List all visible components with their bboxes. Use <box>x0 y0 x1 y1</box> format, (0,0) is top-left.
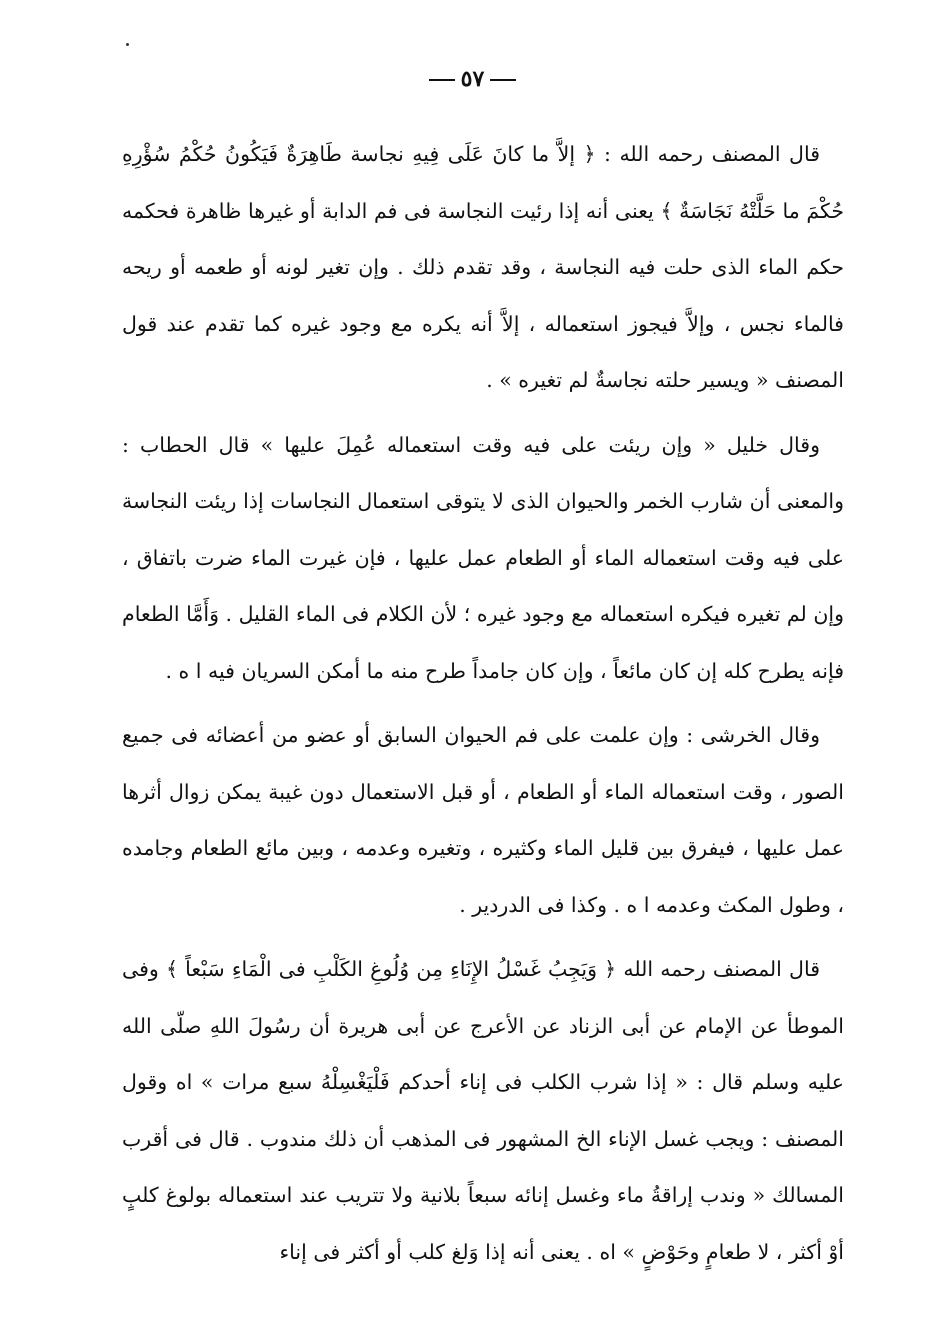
ink-speck <box>126 43 129 46</box>
page-number: ٥٧ <box>460 66 485 92</box>
paragraph-4: قال المصنف رحمه الله ﴿ وَيَجِبُ غَسْلُ الإِنَاءِ مِن وُلُوغِ الكَلْبِ فى الْمَاءِ سَبْعاً ﴾ وفى الموطأ عن الإمام عن أبى الزناد عن الأعرج عن أبى هريرة أن رسُولَ اللهِ صلّى الله عليه وسلم قال : « إذا شرب الكلب فى إناء أحدكم فَلْيَغْسِلْهُ سبع مرات » اه وقول المصنف : ويجب غسل الإناء الخ المشهور فى المذهب أن ذلك مندوب . قال فى أقرب المسالك « وندب إراقةُ ماء وغسل إنائه سبعاً بلانية ولا تتريب عند استعماله بولوغ كلبٍ أوْ أكثر ، لا طعامٍ وحَوْضٍ » اه . يعنى أنه إذا وَلغ كلب أو أكثر فى إناء <box>122 957 844 1264</box>
header-dash-right <box>490 79 516 81</box>
page-number-header <box>0 66 945 92</box>
body-text <box>122 126 844 1280</box>
header-dash-left <box>429 79 455 81</box>
paragraph-3: وقال الخرشى : وإن علمت على فم الحيوان السابق أو عضو من أعضائه فى جميع الصور ، وقت استعماله الماء أو الطعام ، أو قبل الاستعمال دون غيبة يمكن زوال أثرها عمل عليها ، فيفرق بين قليل الماء وكثيره ، وتغيره وعدمه ، وبين مائع الطعام وجامده ، وطول المكث وعدمه ا ه . وكذا فى الدردير . <box>122 723 844 917</box>
paragraph-1: قال المصنف رحمه الله : ﴿ إلاَّ ما كانَ عَلَى فِيهِ نجاسة طَاهِرَةٌ فَيَكُونُ حُكْمُ سُؤْرِهِ حُكْمَ ما حَلَّتْهُ نَجَاسَةٌ ﴾ يعنى أنه إذا رئيت النجاسة فى فم الدابة أو غيرها ظاهرة فحكمه حكم الماء الذى حلت فيه النجاسة ، وقد تقدم ذلك . وإن تغير لونه أو طعمه أو ريحه فالماء نجس ، وإلاَّ فيجوز استعماله ، إلاَّ أنه يكره مع وجود غيره كما تقدم عند قول المصنف « ويسير حلته نجاسةٌ لم تغيره » . <box>122 142 844 392</box>
paragraph-2: وقال خليل « وإن ريئت على فيه وقت استعماله عُمِلَ عليها » قال الحطاب : والمعنى أن شارب الخمر والحيوان الذى لا يتوقى استعمال النجاسات إذا ريئت النجاسة على فيه وقت استعماله الماء أو الطعام عمل عليها ، فإن غيرت الماء ضرت باتفاق ، وإن لم تغيره فيكره استعماله مع وجود غيره ؛ لأن الكلام فى الماء القليل . وَأَمَّا الطعام فإنه يطرح كله إن كان مائعاً ، وإن كان جامداً طرح منه ما أمكن السريان فيه ا ه . <box>122 432 844 683</box>
